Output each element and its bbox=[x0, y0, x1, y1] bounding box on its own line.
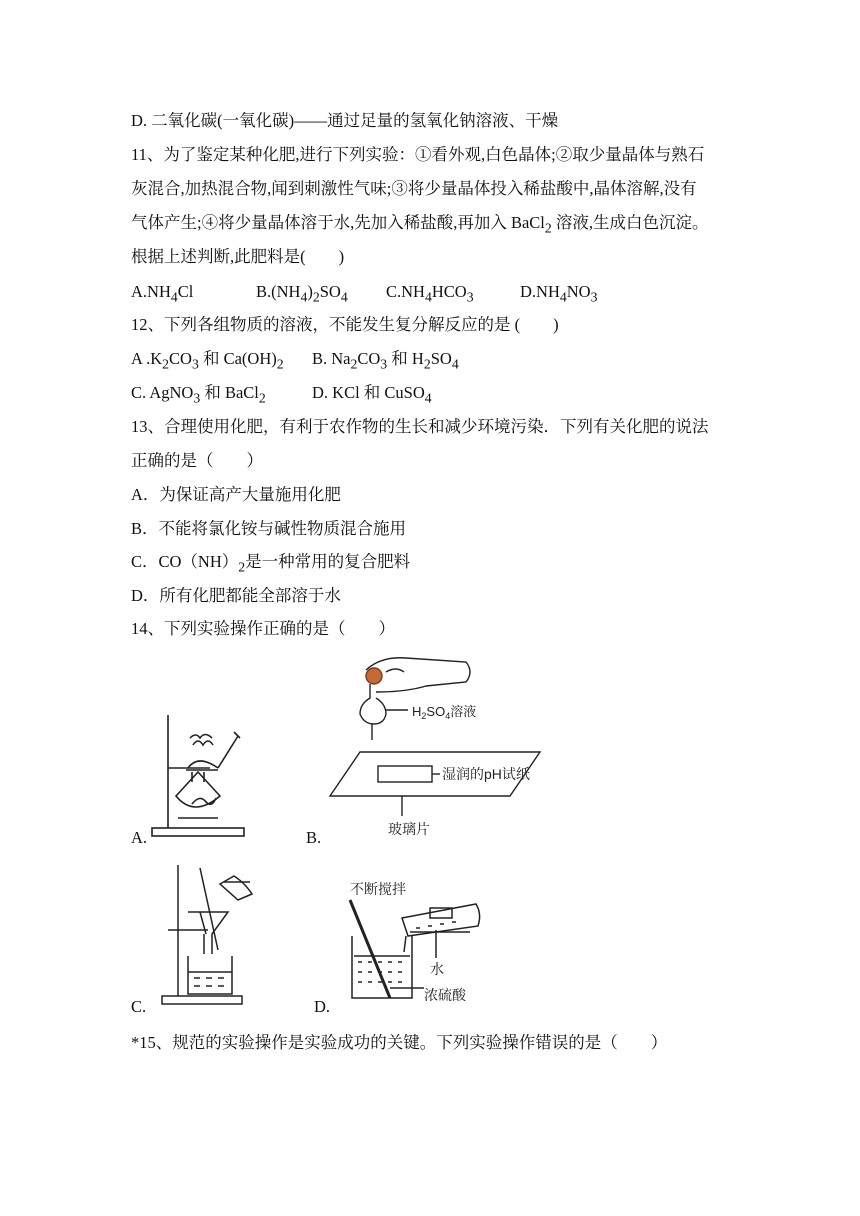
q13-stem-line-2: 正确的是（ ） bbox=[131, 451, 263, 470]
q13-option-b[interactable]: B．不能将氯化铵与碱性物质混合施用 bbox=[131, 519, 407, 538]
ph-paper-label: 湿润的pH试纸 bbox=[442, 766, 530, 782]
acid-label: 浓硫酸 bbox=[424, 987, 466, 1003]
q14-figure-d bbox=[336, 880, 536, 1010]
q14-label-c[interactable]: C. bbox=[131, 997, 147, 1016]
q15-stem: *15、规范的实验操作是实验成功的关键。下列实验操作错误的是（ ） bbox=[131, 1033, 668, 1052]
q14-label-a[interactable]: A. bbox=[131, 828, 148, 847]
q11-stem-line-2: 灰混合,加热混合物,闻到刺激性气味;③将少量晶体投入稀盐酸中,晶体溶解,没有 bbox=[131, 179, 697, 198]
q12-option-c[interactable]: C. AgNO$_3$ 和 BaCl$_2$ bbox=[131, 383, 266, 406]
q14-figure-b bbox=[326, 650, 566, 840]
q13-option-d[interactable]: D．所有化肥都能全部溶于水 bbox=[131, 586, 341, 605]
h2so4-label: $H_2SO_4$溶液 bbox=[412, 704, 477, 721]
q12-option-a[interactable]: A $.K_2CO_3$ 和 $Ca(OH)_2$ bbox=[131, 349, 284, 372]
q11-stem-line-1: 11、为了鉴定某种化肥,进行下列实验：①看外观,白色晶体;②取少量晶体与熟石 bbox=[131, 145, 705, 164]
q11-stem-line-4: 根据上述判断,此肥料是( ) bbox=[131, 247, 345, 266]
q10-option-d: D. 二氧化碳(一氧化碳)——通过足量的氢氧化钠溶液、干燥 bbox=[131, 111, 559, 130]
q11-option-a[interactable]: $A.NH_4Cl$ bbox=[131, 282, 194, 305]
q11-stem-line-3: 气体产生;④将少量晶体溶于水,先加入稀盐酸,再加入 BaCl$_2$ 溶液,生成白色沉淀。 bbox=[131, 213, 709, 236]
q12-option-d[interactable]: D. KCl 和 CuSO$_4$ bbox=[312, 383, 432, 406]
water-label: 水 bbox=[430, 961, 444, 977]
q11-option-d[interactable]: $D.NH_4NO_3$ bbox=[520, 282, 598, 305]
q14-label-b[interactable]: B. bbox=[306, 828, 322, 847]
q11-option-b[interactable]: $B.(NH_4)_2SO_4$ bbox=[256, 282, 348, 305]
stir-label: 不断搅拌 bbox=[350, 881, 406, 897]
q12-stem: 12、下列各组物质的溶液，不能发生复分解反应的是 ( ) bbox=[131, 315, 559, 334]
q13-option-a[interactable]: A．为保证高产大量施用化肥 bbox=[131, 485, 341, 504]
q14-figure-a bbox=[148, 710, 248, 840]
q12-option-b[interactable]: B. $Na_2CO_3$ 和 $H_2SO_4$ bbox=[312, 349, 459, 372]
q14-figure-c bbox=[158, 860, 268, 1010]
q11-option-c[interactable]: $C.NH_4HCO_3$ bbox=[386, 282, 474, 305]
glass-plate-label: 玻璃片 bbox=[388, 821, 430, 837]
q13-stem-line-1: 13、合理使用化肥，有利于农作物的生长和减少环境污染．下列有关化肥的说法 bbox=[131, 417, 709, 436]
q13-option-c[interactable]: C．$CO(NH)_2$是一种常用的复合肥料 bbox=[131, 552, 411, 575]
q14-stem: 14、下列实验操作正确的是（ ） bbox=[131, 619, 395, 638]
q14-label-d[interactable]: D. bbox=[314, 997, 331, 1016]
